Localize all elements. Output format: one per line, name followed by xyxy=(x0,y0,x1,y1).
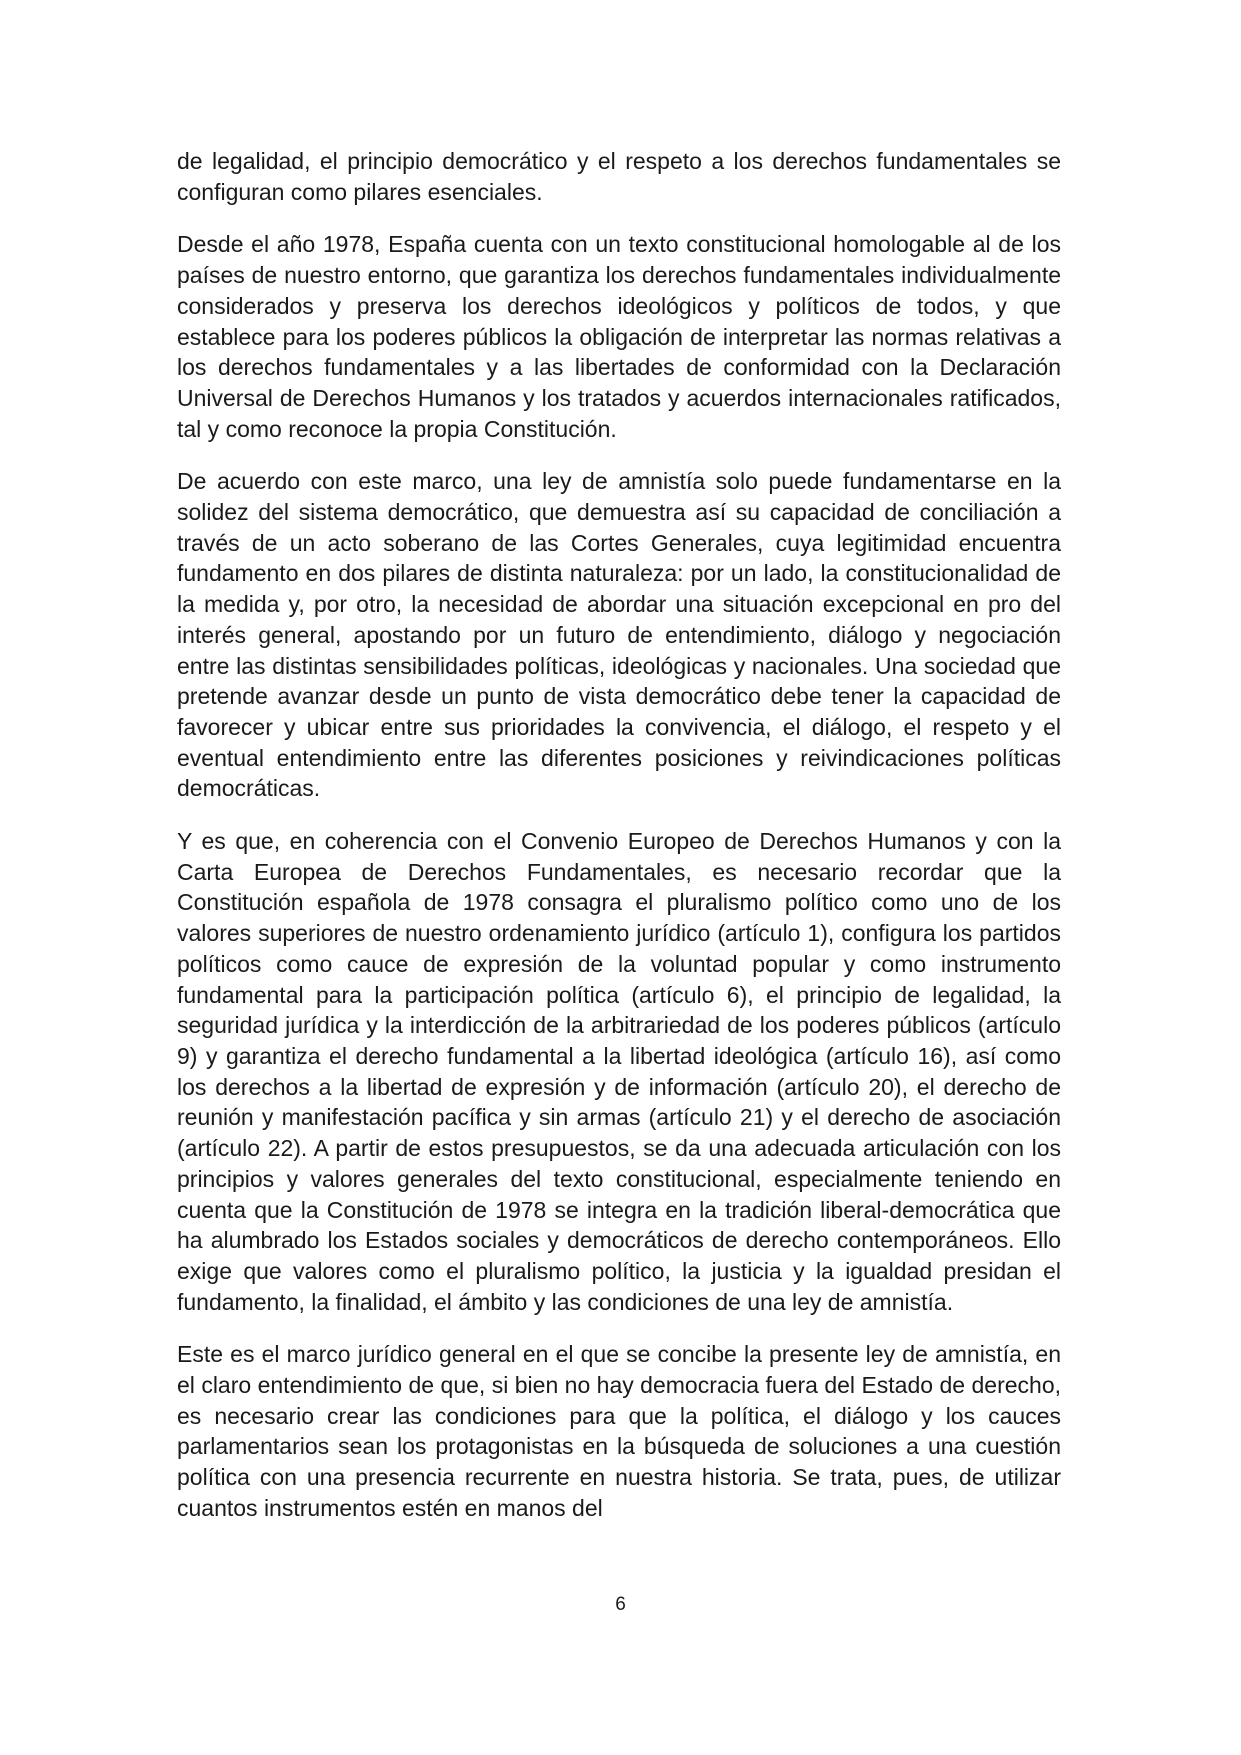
paragraph-4: Y es que, en coherencia con el Convenio Europeo de Derechos Humanos y con la Carta Europea de Derechos Fundamentales, es necesario recordar que la Constitución española de 1978 consagra el pluralismo político como uno de los valores superiores de nuestro ordenamiento jurídico (artículo 1), configura los partidos políticos como cauce de expresión de la voluntad popular y como instrumento fundamental para la participación política (artículo 6), el principio de legalidad, la seguridad jurídica y la interdicción de la arbitrariedad de los poderes públicos (artículo 9) y garantiza el derecho fundamental a la libertad ideológica (artículo 16), así como los derechos a la libertad de expresión y de información (artículo 20), el derecho de reunión y manifestación pacífica y sin armas (artículo 21) y el derecho de asociación (artículo 22). A partir de estos presupuestos, se da una adecuada articulación con los principios y valores generales del texto constitucional, especialmente teniendo en cuenta que la Constitución de 1978 se integra en la tradición liberal-democrática que ha alumbrado los Estados sociales y democráticos de derecho contemporáneos. Ello exige que valores como el pluralismo político, la justicia y la igualdad presidan el fundamento, la finalidad, el ámbito y las condiciones de una ley de amnistía. xyxy=(177,828,1061,1315)
page-number: 6 xyxy=(615,1594,626,1615)
paragraph-1: de legalidad, el principio democrático y el respeto a los derechos fundamentales se configuran como pilares esenciales. xyxy=(177,148,1061,205)
paragraph-2: Desde el año 1978, España cuenta con un texto constitucional homologable al de los países de nuestro entorno, que garantiza los derechos fundamentales individualmente considerados y preserva los derechos ideológicos y políticos de todos, y que establece para los poderes públicos la obligación de interpretar las normas relativas a los derechos fundamentales y a las libertades de conformidad con la Declaración Universal de Derechos Humanos y los tratados y acuerdos internacionales ratificados, tal y como reconoce la propia Constitución. xyxy=(177,231,1061,442)
paragraph-5: Este es el marco jurídico general en el que se concibe la presente ley de amnistía, en el claro entendimiento de que, si bien no hay democracia fuera del Estado de derecho, es necesario crear las condiciones para que la política, el diálogo y los cauces parlamentarios sean los protagonistas en la búsqueda de soluciones a una cuestión política con una presencia recurrente en nuestra historia. Se trata, pues, de utilizar cuantos instrumentos estén en manos del xyxy=(177,1341,1061,1521)
document-body xyxy=(177,146,1061,1546)
paragraph-3: De acuerdo con este marco, una ley de amnistía solo puede fundamentarse en la solidez del sistema democrático, que demuestra así su capacidad de conciliación a través de un acto soberano de las Cortes Generales, cuya legitimidad encuentra fundamento en dos pilares de distinta naturaleza: por un lado, la constitucionalidad de la medida y, por otro, la necesidad de abordar una situación excepcional en pro del interés general, apostando por un futuro de entendimiento, diálogo y negociación entre las distintas sensibilidades políticas, ideológicas y nacionales. Una sociedad que pretende avanzar desde un punto de vista democrático debe tener la capacidad de favorecer y ubicar entre sus prioridades la convivencia, el diálogo, el respeto y el eventual entendimiento entre las diferentes posiciones y reivindicaciones políticas democráticas. xyxy=(177,468,1061,802)
